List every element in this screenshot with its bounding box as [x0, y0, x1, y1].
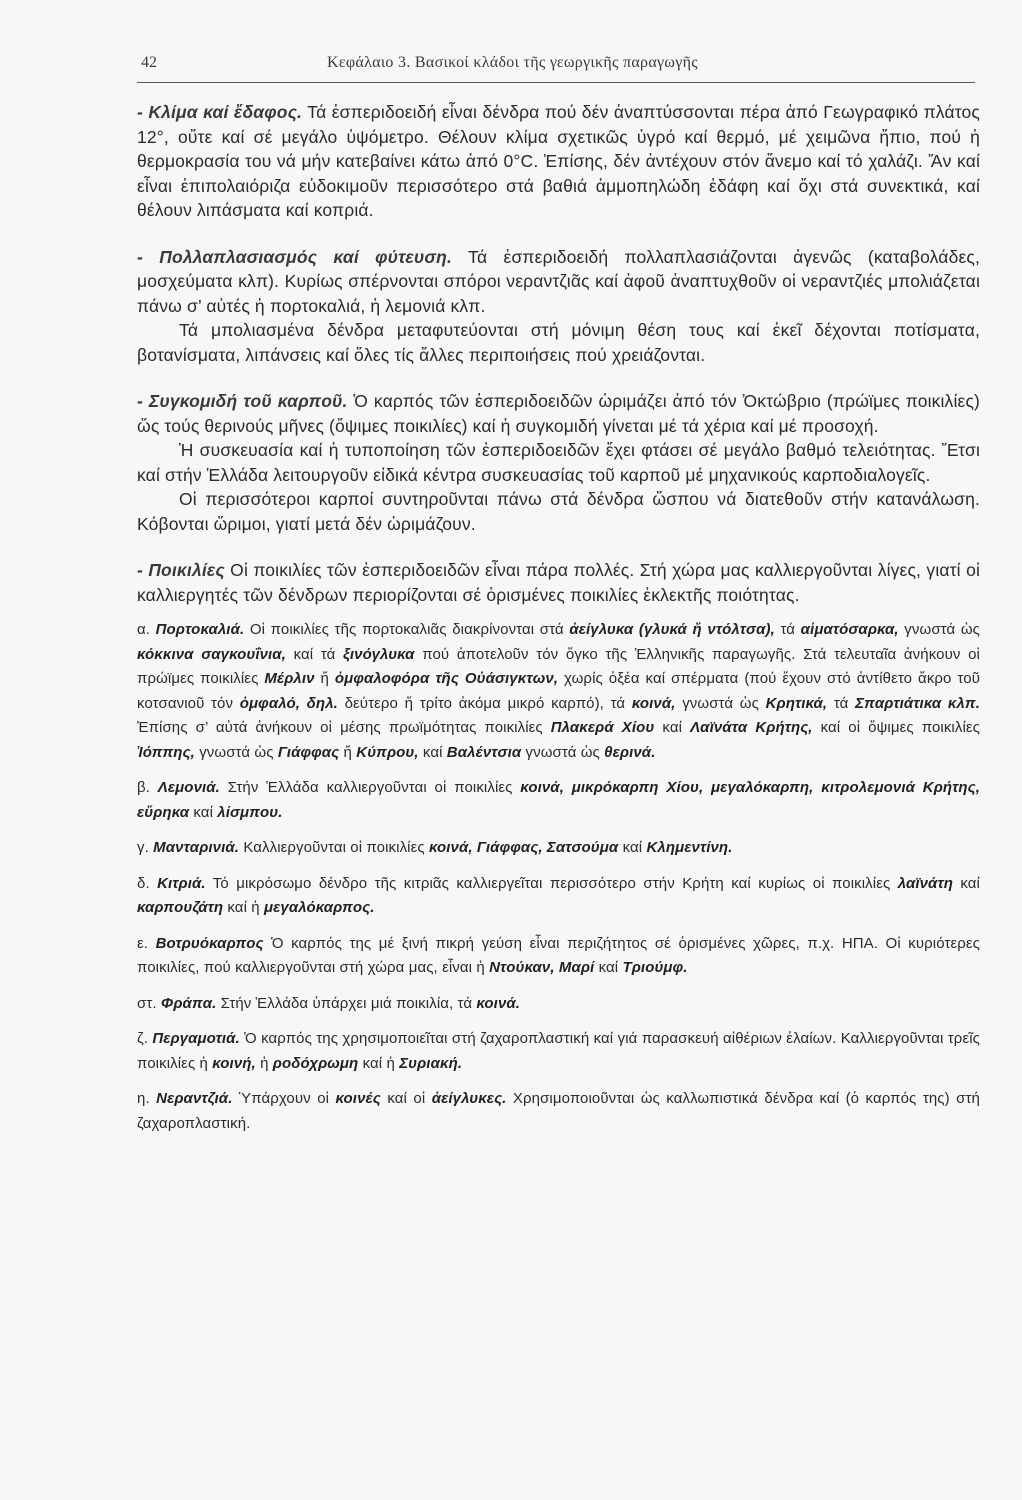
variety-term: Κρητικά,	[765, 694, 828, 712]
variety-text: Στήν Ἑλλάδα ὑπάρχει μιά ποικιλία, τά	[216, 994, 477, 1012]
list-marker: ε.	[137, 934, 156, 952]
variety-bitter-orange	[137, 1087, 980, 1136]
variety-text: Ὁ καρπός της μέ ξινή πικρή γεύση εἶναι περιζήτητος σέ ὁρισμένες χῶρες, π.χ. ΗΠΑ. Οἱ κυριότερες ποικιλίες, πού καλλιεργοῦνται στή χώρα μας, εἶναι ἡ	[137, 934, 981, 976]
variety-text: Στήν Ἑλλάδα καλλιεργοῦνται οἱ ποικιλίες	[219, 779, 521, 796]
paragraph-propagation-2: Τά μπολιασμένα δένδρα μεταφυτεύονται στή μόνιμη θέση τους καί ἐκεῖ δέχονται ποτίσματα, βοτανίσματα, λιπάνσεις καί ὅλες τίς ἄλλες περιποιήσεις πού χρειάζονται.	[137, 320, 980, 365]
variety-term: Ντούκαν, Μαρί	[489, 959, 595, 976]
variety-name: Λεμονιά.	[157, 779, 220, 796]
paragraph-propagation	[137, 245, 980, 319]
variety-term: Σπαρτιάτικα κλπ.	[855, 694, 980, 712]
list-marker: β.	[137, 779, 158, 796]
variety-term: θερινά.	[604, 743, 656, 761]
variety-term: Συριακή.	[399, 1054, 463, 1072]
variety-text: πού ἀποτελοῦν τόν ὄγκο τῆς Ἑλληνικῆς παραγωγῆς. Στά τελευταῖα ἀνήκουν οἱ πρώϊμες ποικιλίες	[137, 645, 980, 687]
variety-term: ροδόχρωμη	[272, 1054, 359, 1072]
variety-pomelo	[137, 992, 980, 1017]
variety-term: καρπουζάτη	[137, 899, 224, 916]
paragraph-text: Ὁ καρπός τῶν ἐσπεριδοειδῶν ὡριμάζει ἀπό τόν Ὀκτώβριο (πρώϊμες ποικιλίες) ὥς τούς θερινούς μῆνες (ὄψιμες ποικιλίες) καί ἡ συγκομιδή γίνεται μέ τά χέρια καί μέ προσοχή.	[137, 391, 981, 436]
variety-text: ἤ	[339, 743, 357, 761]
variety-term: ξινόγλυκα	[343, 645, 415, 663]
variety-term: κοινά, Γιάφφας, Σατσούμα	[429, 839, 619, 856]
section-heading-varieties: - Ποικιλίες	[137, 560, 225, 580]
variety-term: κοινά, μικρόκαρπη Χίου, μεγαλόκαρπη, κιτρολεμονιά Κρήτης, εὔρηκα	[137, 779, 980, 821]
list-marker: ζ.	[137, 1030, 153, 1047]
variety-text: καί	[618, 839, 647, 856]
variety-text: Ἐπίσης σ’ αὐτά ἀνήκουν οἱ μέσης πρωϊμότητας ποικιλίες	[137, 719, 551, 736]
variety-text: τά	[774, 621, 801, 638]
variety-text: καί οἱ ὄψιμες ποικιλίες	[812, 719, 981, 736]
variety-text: γνωστά ὡς	[521, 743, 605, 761]
paragraph-text: Τά ἐσπεριδοειδή πολλαπλασιάζονται ἀγενῶς (καταβολάδες, μοσχεύματα κλπ). Κυρίως σπέρνονται σπόροι νεραντζιᾶς καί ἀφοῦ ἀναπτυχθοῦν οἱ νεραντζιές μπολιάζεται πάνω σ’ αὐτές ἡ πορτοκαλιά, ἡ λεμονιά κλπ.	[137, 246, 981, 316]
variety-term: αἱματόσαρκα,	[800, 621, 899, 638]
variety-text: δεύτερο ἤ τρίτο ἀκόμα μικρό καρπό), τά	[337, 694, 632, 712]
paragraph-harvest-3: Οἱ περισσότεροι καρποί συντηροῦνται πάνω στά δένδρα ὥσπου νά διατεθοῦν στήν κατανάλωση. Κόβονται ὥριμοι, γιατί μετά δέν ὡριμάζουν.	[137, 489, 980, 534]
variety-term: Τριούμφ.	[622, 959, 688, 976]
variety-name: Πορτοκαλιά.	[155, 621, 245, 638]
variety-name: Φράπα.	[160, 994, 217, 1012]
variety-text: γνωστά ὡς	[898, 621, 980, 638]
variety-text: καί	[189, 803, 218, 821]
variety-grapefruit	[137, 932, 980, 981]
variety-mandarin	[137, 836, 980, 861]
varieties-list	[137, 618, 980, 1136]
section-heading-harvest: - Συγκομιδή τοῦ καρποῦ.	[137, 391, 348, 411]
variety-term: ἀείγλυκες.	[431, 1090, 507, 1107]
variety-text: καί οἱ	[380, 1090, 432, 1107]
variety-term: κοινά,	[631, 694, 676, 712]
page-header	[137, 50, 975, 83]
variety-text: ἤ	[314, 670, 335, 687]
variety-term: ὀμφαλό,	[239, 694, 300, 712]
variety-text: καί	[418, 743, 447, 761]
list-marker: δ.	[137, 874, 158, 892]
variety-term: Μέρλιν	[264, 670, 315, 687]
variety-term: Πλακερά Χίου	[550, 719, 655, 736]
variety-term: Λαϊνάτα Κρήτης,	[690, 719, 813, 736]
variety-term: λαϊνάτη	[897, 874, 953, 892]
variety-term: ἀείγλυκα (γλυκά ἤ ντόλτσα),	[569, 621, 775, 638]
page-number: 42	[141, 54, 157, 71]
paragraph-harvest-2: Ἡ συσκευασία καί ἡ τυποποίηση τῶν ἐσπεριδοειδῶν ἔχει φτάσει σέ μεγάλο βαθμό τελειότητας. Ἔτσι καί στήν Ἑλλάδα λειτουργοῦν εἰδικά κέντρα συσκευασίας τοῦ καρποῦ μέ μηχανικούς καρποδιαλογεῖς.	[137, 440, 980, 485]
variety-text: καί	[952, 874, 980, 892]
paragraph-text: Τά ἐσπεριδοειδή εἶναι δένδρα πού δέν ἀναπτύσσονται πέρα ἀπό Γεωγραφικό πλάτος 12°, οὔτε καί σέ μεγάλο ὑψόμετρο. Θέλουν κλίμα σχετικῶς ὑγρό καί θερμό, μέ χειμῶνα ἤπιο, πού ἡ θερμοκρασία του νά μήν κατεβαίνει κάτω ἀπό 0°C. Ἐπίσης, δέν ἀντέχουν στόν ἄνεμο καί τό χαλάζι. Ἄν καί εἶναι ἐπιπολαιόριζα εὐδοκιμοῦν περισσότερο στά βαθιά ἀμμοπηλώδη ἐδάφη καί ὄχι στά συνεκτικά, καί θέλουν λιπάσματα καί κοπριά.	[137, 102, 980, 220]
variety-name: Βοτρυόκαρπος	[155, 934, 264, 952]
list-marker: στ.	[137, 994, 161, 1012]
variety-text: Χρησιμοποιοῦνται ὡς καλλωπιστικά δένδρα καί (ὁ καρπός της) στή ζαχαροπλαστική.	[137, 1090, 980, 1132]
variety-orange	[137, 618, 980, 765]
variety-text: ἡ	[255, 1054, 273, 1072]
variety-text: Καλλιεργοῦνται οἱ ποικιλίες	[239, 839, 429, 856]
variety-text: Ὑπάρχουν οἱ	[232, 1090, 336, 1107]
list-marker: η.	[137, 1090, 157, 1107]
variety-text	[300, 695, 307, 712]
variety-citron	[137, 872, 980, 921]
variety-term: Βαλέντσια	[446, 743, 522, 761]
variety-text: καί ἡ	[223, 899, 264, 916]
variety-bergamot	[137, 1027, 980, 1076]
variety-name: Νεραντζιά.	[156, 1090, 233, 1107]
list-marker: γ.	[137, 839, 154, 856]
page-body	[137, 100, 980, 1136]
paragraph-climate	[137, 100, 980, 223]
variety-name: Μανταρινιά.	[153, 839, 240, 856]
variety-text: χωρίς ὀξέα καί σπέρματα (πού ἔχουν στό ἀντίθετο ἄκρο τοῦ κοτσανιοῦ τόν	[137, 670, 980, 712]
variety-text: καί τά	[285, 645, 344, 663]
variety-term: ὀμφαλοφόρα τῆς Οὐάσιγκτων,	[334, 670, 559, 687]
variety-name: Περγαμοτιά.	[152, 1030, 240, 1047]
variety-term: κοινά.	[476, 994, 521, 1012]
paragraph-harvest	[137, 389, 980, 438]
paragraph-varieties	[137, 558, 980, 607]
section-heading-climate: - Κλίμα καί ἔδαφος.	[137, 102, 303, 122]
variety-term: Κλημεντίνη.	[646, 839, 733, 856]
variety-text: Οἱ ποικιλίες τῆς πορτοκαλιᾶς διακρίνονται στά	[244, 621, 570, 638]
variety-term: Ἰόππης,	[137, 743, 195, 761]
variety-lemon	[137, 776, 980, 825]
section-heading-propagation: - Πολλαπλασιασμός καί φύτευση.	[137, 246, 453, 267]
chapter-title: Κεφάλαιο 3. Βασικοί κλάδοι τῆς γεωργικῆς παραγωγῆς	[327, 54, 698, 71]
variety-text: Τό μικρόσωμο δένδρο τῆς κιτριᾶς καλλιεργεῖται περισσότερο στήν Κρήτη καί κυρίως οἱ ποικιλίες	[205, 874, 898, 892]
variety-text: καί	[654, 719, 691, 736]
variety-text: γνωστά ὡς	[194, 743, 278, 761]
variety-term: μεγαλόκαρπος.	[263, 899, 375, 916]
variety-term: κοινή,	[212, 1054, 256, 1072]
variety-term: κόκκινα σαγκουΐνια,	[137, 645, 286, 663]
variety-term: κοινές	[335, 1090, 381, 1107]
variety-term: Κύπρου,	[356, 743, 419, 761]
variety-text: Ὁ καρπός της χρησιμοποιεῖται στή ζαχαροπλαστική καί γιά παρασκευή αἰθέριων ἐλαίων. Καλλιεργοῦνται τρεῖς ποικιλίες ἡ	[137, 1030, 980, 1072]
paragraph-text: Οἱ ποικιλίες τῶν ἐσπεριδοειδῶν εἶναι πάρα πολλές. Στή χώρα μας καλλιεργοῦνται λίγες, γιατί οἱ καλλιεργητές τῶν δένδρων περιορίζονται σέ ὁρισμένες ποικιλίες ἐκλεκτῆς ποιότητας.	[137, 560, 980, 605]
variety-text: γνωστά ὡς	[675, 694, 766, 712]
variety-term: Γιάφφας	[277, 743, 340, 761]
variety-text: καί ἡ	[358, 1054, 400, 1072]
variety-term: δηλ.	[306, 694, 338, 712]
list-marker: α.	[137, 621, 156, 638]
variety-text: τά	[827, 694, 856, 712]
variety-text: καί	[594, 959, 623, 976]
variety-name: Κιτριά.	[157, 874, 206, 892]
variety-term: λίσμπου.	[217, 803, 283, 821]
